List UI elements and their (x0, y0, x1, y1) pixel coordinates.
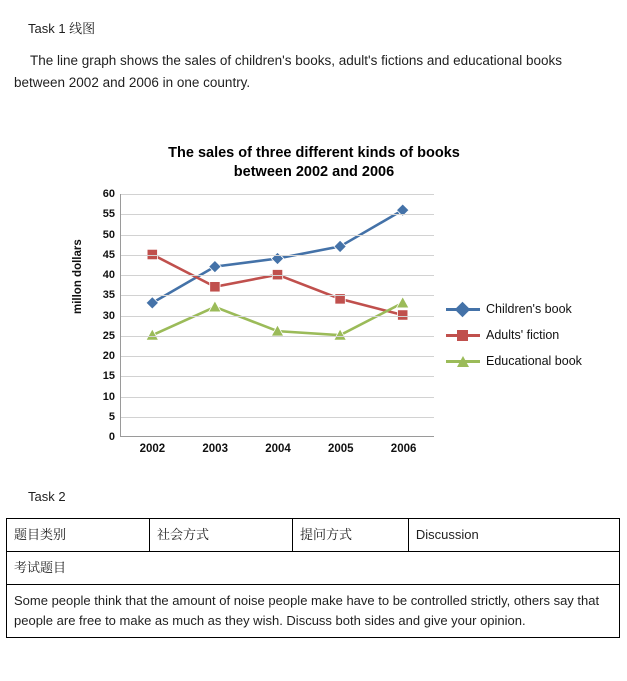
legend-label: Educational book (486, 354, 582, 368)
gridline (121, 214, 434, 215)
data-point-marker (397, 297, 409, 308)
gridline (121, 295, 434, 296)
chart-title (79, 136, 549, 182)
cell-category-label: 题目类别 (7, 519, 150, 552)
task1-heading: Task 1 线图 (28, 21, 96, 36)
table-row (7, 519, 620, 552)
task2-table (6, 518, 620, 638)
x-axis-tick: 2005 (328, 443, 354, 455)
cell-category-value: 社会方式 (150, 519, 293, 552)
y-axis-tick: 20 (102, 350, 115, 362)
table-row (7, 552, 620, 585)
legend-item (446, 296, 606, 322)
legend-swatch (446, 354, 480, 368)
legend-label: Children's book (486, 302, 572, 316)
task1-prompt (14, 50, 614, 94)
gridline (121, 376, 434, 377)
gridline (121, 316, 434, 317)
y-axis-tick: 10 (102, 390, 115, 403)
legend-marker (455, 301, 471, 317)
gridline (121, 397, 434, 398)
gridline (121, 417, 434, 418)
legend-item (446, 322, 606, 348)
data-point-marker (209, 301, 221, 312)
gridline (121, 275, 434, 276)
x-axis-tick: 2006 (390, 443, 417, 455)
chart-title-line1: The sales of three different kinds of books (168, 145, 460, 161)
legend-label: Adults' fiction (486, 328, 560, 342)
x-axis-tick: 2003 (202, 443, 228, 455)
data-point-marker (209, 260, 221, 272)
task1-prompt-line1: The line graph shows the sales of children's books, adult's fictions and educational books (30, 53, 562, 68)
cell-question-type-label: 提问方式 (293, 519, 409, 552)
table-row (7, 585, 620, 638)
legend-marker (457, 330, 468, 341)
data-point-marker (334, 240, 346, 252)
cell-exam-question-label: 考试题目 (7, 552, 620, 585)
y-axis-label: millon dollars (72, 239, 84, 314)
cell-essay-question: Some people think that the amount of noise people make have to be controlled strictly, others say that people are free to make as much as they wish. Discuss both sides and give your opinion. (7, 585, 620, 638)
gridline (121, 356, 434, 357)
data-point-marker (210, 282, 220, 292)
y-axis-tick: 40 (102, 269, 115, 281)
gridline (121, 194, 434, 195)
gridline (121, 255, 434, 256)
y-axis-tick: 35 (102, 289, 115, 302)
y-axis-tick: 60 (102, 188, 115, 200)
y-axis-tick: 55 (102, 208, 115, 221)
y-axis-tick: 30 (102, 309, 115, 322)
y-axis-tick: 45 (102, 248, 115, 261)
task1-prompt-line2: between 2002 and 2006 in one country. (14, 75, 251, 90)
data-point-marker (146, 297, 158, 309)
line-chart (14, 136, 614, 481)
plot-area (102, 188, 434, 455)
legend-marker (457, 356, 469, 367)
legend-swatch (446, 302, 480, 316)
gridline (121, 336, 434, 337)
gridline (121, 235, 434, 236)
y-axis-tick: 50 (102, 228, 115, 241)
y-axis-tick: 15 (102, 370, 115, 383)
chart-title-line2: between 2002 and 2006 (233, 164, 395, 180)
y-axis-tick: 25 (102, 329, 115, 342)
x-axis-tick: 2004 (265, 443, 291, 455)
chart-legend (446, 296, 606, 374)
x-axis-tick: 2002 (139, 443, 166, 455)
cell-question-type-value: Discussion (408, 519, 619, 552)
y-axis-tick: 0 (108, 431, 115, 443)
task2-heading: Task 2 (28, 489, 66, 504)
legend-swatch (446, 328, 480, 342)
legend-item (446, 348, 606, 374)
y-axis-tick: 5 (108, 410, 115, 423)
